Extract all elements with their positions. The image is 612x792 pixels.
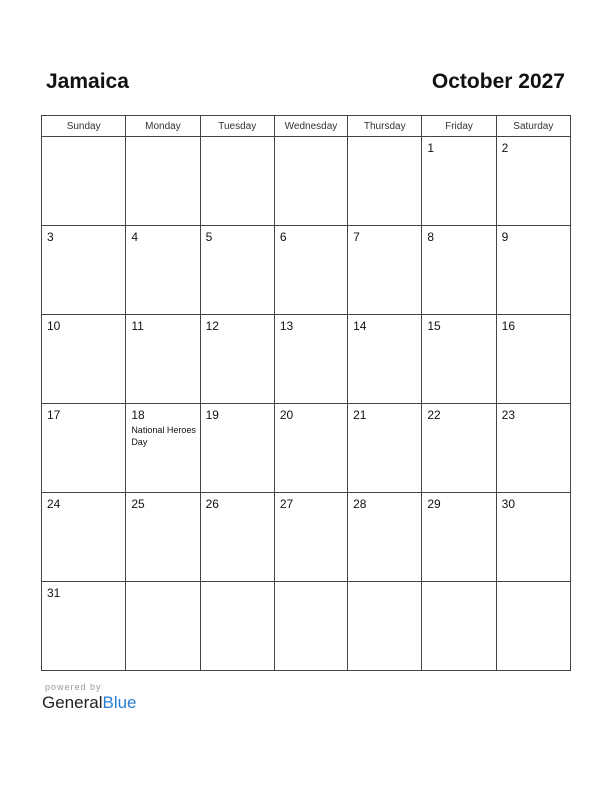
day-cell (42, 582, 126, 671)
day-cell (422, 404, 496, 493)
day-number: 29 (427, 497, 441, 511)
day-cell (126, 315, 200, 404)
day-number: 9 (501, 230, 509, 244)
day-number: 20 (279, 408, 294, 422)
day-cell (422, 315, 496, 404)
day-cell (496, 582, 570, 671)
footer (42, 682, 137, 713)
day-number: 26 (205, 497, 219, 511)
day-cell (274, 137, 347, 226)
day-number: 19 (205, 408, 219, 422)
calendar-grid (41, 115, 571, 671)
day-cell (496, 226, 570, 315)
day-number: 5 (205, 230, 213, 244)
day-number: 21 (353, 408, 367, 422)
day-number: 31 (47, 586, 61, 600)
weekday-tuesday: Tuesday (200, 116, 274, 137)
weekday-sunday: Sunday (42, 116, 126, 137)
day-cell (348, 493, 422, 582)
week-row (42, 226, 571, 315)
day-number: 22 (427, 408, 441, 422)
weekday-thursday: Thursday (348, 116, 422, 137)
day-number: 1 (427, 141, 435, 155)
day-number: 8 (427, 230, 435, 244)
weekday-header-row (42, 116, 571, 137)
day-cell (200, 137, 274, 226)
day-cell (274, 315, 347, 404)
day-cell (274, 493, 347, 582)
day-number: 30 (501, 497, 515, 511)
week-row (42, 582, 571, 671)
week-row (42, 315, 571, 404)
brand-general: General (42, 693, 103, 712)
day-cell (126, 226, 200, 315)
day-cell (274, 226, 347, 315)
day-cell (348, 582, 422, 671)
weekday-wednesday: Wednesday (274, 116, 347, 137)
day-cell (496, 493, 570, 582)
day-cell (274, 582, 347, 671)
day-number: 13 (279, 319, 294, 333)
day-number: 24 (47, 497, 61, 511)
day-cell (200, 226, 274, 315)
day-cell (496, 315, 570, 404)
brand-blue: Blue (102, 693, 137, 712)
day-number: 16 (501, 319, 515, 333)
week-row (42, 137, 571, 226)
day-cell (42, 315, 126, 404)
day-cell (42, 137, 126, 226)
day-cell (126, 137, 200, 226)
day-number: 18 (131, 408, 145, 422)
generalblue-logo[interactable] (42, 693, 137, 713)
month-year-title: October 2027 (431, 70, 565, 93)
day-cell (348, 137, 422, 226)
day-cell (274, 404, 347, 493)
day-number: 23 (501, 408, 515, 422)
country-title: Jamaica (46, 70, 129, 93)
day-number: 11 (131, 319, 144, 333)
day-number: 10 (47, 319, 61, 333)
day-cell (200, 404, 274, 493)
day-cell (422, 226, 496, 315)
day-cell (496, 404, 570, 493)
weekday-friday: Friday (422, 116, 496, 137)
day-cell (348, 404, 422, 493)
day-cell (126, 404, 200, 493)
weekday-monday: Monday (126, 116, 200, 137)
day-number: 15 (427, 319, 441, 333)
day-cell (348, 315, 422, 404)
day-cell (496, 137, 570, 226)
day-cell (126, 493, 200, 582)
day-cell (42, 226, 126, 315)
day-number: 17 (47, 408, 61, 422)
day-number: 27 (279, 497, 294, 511)
day-number: 2 (501, 141, 509, 155)
holiday-label: National Heroes Day (131, 425, 196, 447)
day-cell (200, 315, 274, 404)
day-cell (126, 582, 200, 671)
day-number: 4 (131, 230, 138, 244)
weekday-saturday: Saturday (496, 116, 570, 137)
day-cell (200, 582, 274, 671)
day-cell (200, 493, 274, 582)
day-number: 3 (47, 230, 54, 244)
day-number: 6 (279, 230, 287, 244)
day-cell (422, 493, 496, 582)
day-number: 25 (131, 497, 145, 511)
day-number: 28 (353, 497, 367, 511)
day-cell (422, 582, 496, 671)
day-cell (42, 493, 126, 582)
day-number: 7 (353, 230, 360, 244)
day-cell (42, 404, 126, 493)
week-row (42, 404, 571, 493)
day-cell (422, 137, 496, 226)
day-number: 12 (205, 319, 219, 333)
day-cell (348, 226, 422, 315)
day-number: 14 (353, 319, 367, 333)
powered-by-text: powered by (45, 682, 102, 692)
week-row (42, 493, 571, 582)
